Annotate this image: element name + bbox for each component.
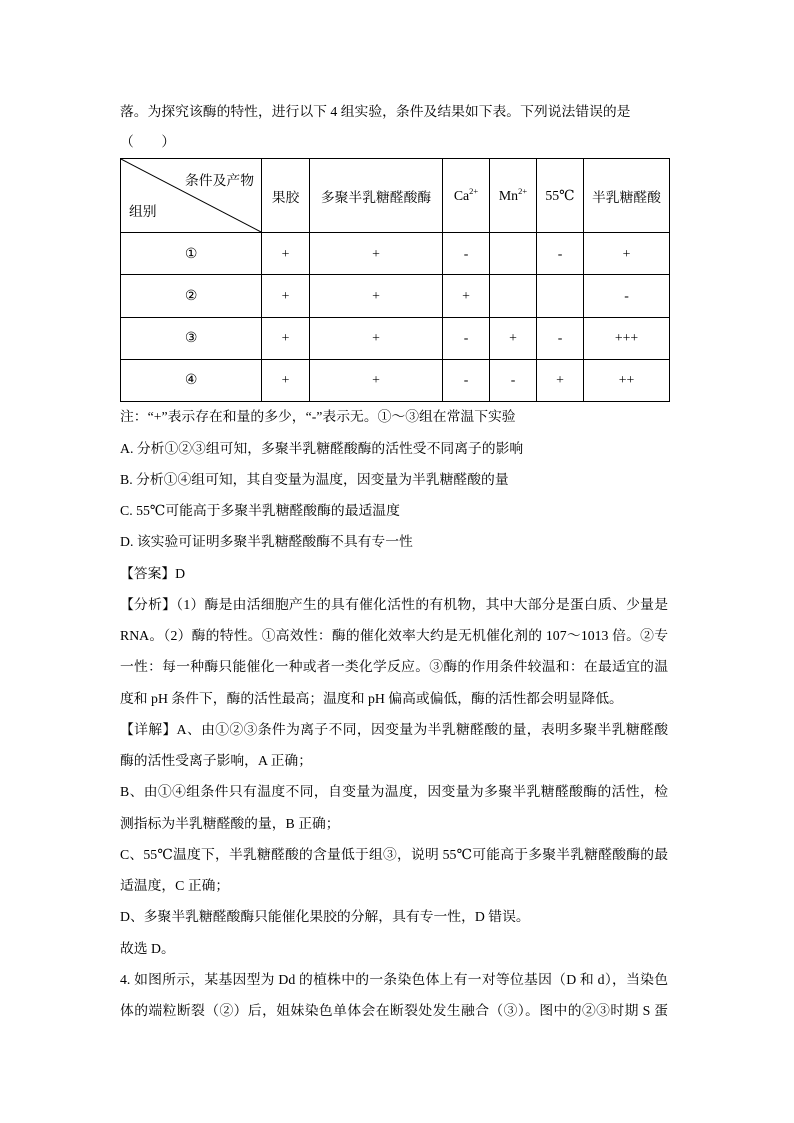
option-b: B. 分析①④组可知，其自变量为温度，因变量为半乳糖醛酸的量 — [120, 471, 509, 487]
header-pectin — [262, 159, 310, 233]
galacturonic-acid-cell: + — [584, 233, 670, 275]
header-pectin-text: 果胶 — [271, 189, 300, 205]
table-row — [121, 233, 670, 275]
detail-line: D、多聚半乳糖醛酸酶只能催化果胶的分解，具有专一性，D 错误。 — [120, 909, 530, 925]
header-manganese-text: Mn — [498, 187, 519, 203]
analysis-line: 【分析】（1）酶是由活细胞产生的具有催化活性的有机物，其中大部分是蛋白质、少量是 — [120, 596, 668, 612]
analysis-line: 度和 pH 条件下，酶的活性最高；温度和 pH 偏高或偏低，酶的活性都会明显降低。 — [120, 690, 623, 706]
detail-line: B、由①④组条件只有温度不同，自变量为温度，因变量为多聚半乳糖醛酸酶的活性，检 — [120, 784, 668, 800]
answer-line: 【答案】D — [120, 565, 186, 581]
group-cell: ③ — [121, 317, 262, 359]
enzyme-cell: + — [310, 317, 443, 359]
header-galacturonic-acid — [584, 159, 670, 233]
conclusion-line: 故选 D。 — [120, 940, 175, 956]
answer-blank: （ ） — [120, 134, 176, 149]
pectin-cell: + — [262, 233, 310, 275]
question-body — [120, 401, 668, 1026]
table-row — [121, 317, 670, 359]
manganese-cell — [490, 275, 537, 317]
corner-group-label: 组别 — [129, 204, 157, 219]
detail-line: 适温度，C 正确； — [120, 878, 230, 894]
calcium-cell: - — [443, 359, 490, 401]
table-note: 注：“+”表示存在和量的多少，“-”表示无。①～③组在常温下实验 — [120, 409, 516, 425]
experiment-table — [120, 158, 670, 402]
corner-header-cell — [121, 159, 262, 233]
temperature-cell: + — [537, 359, 584, 401]
option-a: A. 分析①②③组可知，多聚半乳糖醛酸酶的活性受不同离子的影响 — [120, 440, 524, 456]
temperature-cell — [537, 275, 584, 317]
pectin-cell: + — [262, 359, 310, 401]
enzyme-cell: + — [310, 359, 443, 401]
detail-line: 【详解】A、由①②③条件为离子不同，因变量为半乳糖醛酸的量，表明多聚半乳糖醛酸 — [120, 721, 668, 737]
header-manganese-ion — [490, 159, 537, 233]
manganese-cell: + — [490, 317, 537, 359]
detail-line: 测指标为半乳糖醛酸的量，B 正确； — [120, 815, 340, 831]
manganese-cell: - — [490, 359, 537, 401]
manganese-cell — [490, 233, 537, 275]
temperature-cell: - — [537, 233, 584, 275]
enzyme-cell: + — [310, 275, 443, 317]
table-header-row — [121, 159, 670, 233]
group-cell: ① — [121, 233, 262, 275]
temperature-cell: - — [537, 317, 584, 359]
option-d: D. 该实验可证明多聚半乳糖醛酸酶不具有专一性 — [120, 534, 413, 550]
analysis-line: 一性：每一种酶只能催化一种或者一类化学反应。③酶的作用条件较温和：在最适宜的温 — [120, 659, 668, 675]
header-enzyme-text: 多聚半乳糖醛酸酶 — [320, 189, 432, 205]
table-row — [121, 359, 670, 401]
galacturonic-acid-cell: - — [584, 275, 670, 317]
header-galacturonic-acid-text: 半乳糖醛酸 — [592, 189, 661, 205]
header-calcium-ion — [443, 159, 490, 233]
enzyme-cell: + — [310, 233, 443, 275]
group-cell: ④ — [121, 359, 262, 401]
stem-line: 落。为探究该酶的特性，进行以下 4 组实验，条件及结果如下表。下列说法错误的是 — [120, 104, 631, 119]
header-temperature-text: 55℃ — [545, 187, 575, 203]
calcium-cell: - — [443, 233, 490, 275]
table-row — [121, 275, 670, 317]
option-c: C. 55℃可能高于多聚半乳糖醛酸酶的最适温度 — [120, 503, 400, 519]
pectin-cell: + — [262, 275, 310, 317]
group-cell: ② — [121, 275, 262, 317]
pectin-cell: + — [262, 317, 310, 359]
header-calcium-text: Ca — [453, 187, 470, 203]
question-stem — [120, 97, 630, 157]
header-enzyme — [310, 159, 443, 233]
corner-conditions-label: 条件及产物 — [185, 173, 254, 188]
detail-line: C、55℃温度下，半乳糖醛酸的含量低于组③，说明 55℃可能高于多聚半乳糖醛酸酶的最 — [120, 846, 668, 862]
next-question-line: 体的端粒断裂（②）后，姐妹染色单体会在断裂处发生融合（③）。图中的②③时期 S 蛋 — [120, 1003, 668, 1019]
galacturonic-acid-cell: +++ — [584, 317, 670, 359]
detail-line: 酶的活性受离子影响，A 正确； — [120, 753, 313, 769]
galacturonic-acid-cell: ++ — [584, 359, 670, 401]
header-calcium-charge: 2+ — [469, 185, 479, 196]
next-question-line: 4. 如图所示，某基因型为 Dd 的植株中的一条染色体上有一对等位基因（D 和 d），当染色 — [120, 971, 668, 987]
header-temperature — [537, 159, 584, 233]
calcium-cell: - — [443, 317, 490, 359]
calcium-cell: + — [443, 275, 490, 317]
header-manganese-charge: 2+ — [518, 185, 528, 196]
analysis-line: RNA。（2）酶的特性。①高效性：酶的催化效率大约是无机催化剂的 107～1013 倍。②专 — [120, 628, 668, 644]
